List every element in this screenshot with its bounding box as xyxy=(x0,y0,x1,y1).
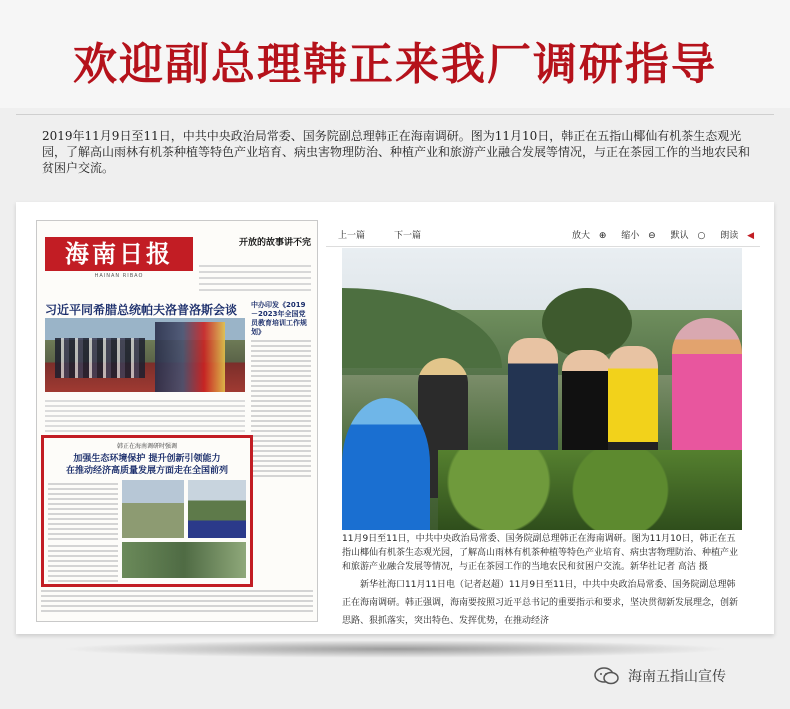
zoom-default-button[interactable] xyxy=(665,231,706,241)
masthead-top xyxy=(45,227,193,233)
web-article-page xyxy=(326,220,760,626)
watermark-text: 海南五指山宣传 xyxy=(628,669,726,685)
photo-caption-intro: 2019年11月9日至11日，中共中央政治局常委、国务院副总理韩正在海南调研。图为11月10日，韩正在五指山椰仙有机茶生态观光园，了解高山雨林有机茶种植等特色产业培育、病虫害物理防治、种植产业和旅游产业融合发展等情况，与正在茶园工作的当地农民和贫困户交流。 xyxy=(42,129,751,175)
bottom-strip-lines xyxy=(41,590,313,612)
right-column-lines xyxy=(251,340,311,377)
zoom-out-label: 缩小 xyxy=(621,231,640,241)
speaker-icon: ◀ xyxy=(747,231,754,241)
right-column-title: 中办印发《2019－2023年全国党员教育培训工作规划》 xyxy=(251,301,307,336)
read-aloud-button[interactable] xyxy=(714,231,754,241)
highlighted-article-box xyxy=(41,435,253,587)
text-size-controls xyxy=(560,228,754,241)
article-photo-caption: 11月9日至11日，中共中央政治局常委、国务院副总理韩正在海南调研。图为11月10日，韩正在五指山椰仙有机茶生态观光园，了解高山雨林有机茶种植等特色产业培育、病虫害物理防治、种植产业和旅游产业融合发展等情况，与正在茶园工作的当地农民和贫困户交流。新华社记者 高洁 摄 xyxy=(342,534,739,572)
highlighted-article-headline-1: 加强生态环境保护 提升创新引领能力 xyxy=(73,454,221,464)
masthead-name: 海南日报 xyxy=(45,237,193,271)
article-body: 新华社海口11月11日电（记者赵超）11月9日至11日，中共中央政治局常委、国务院副总理韩正在海南调研。韩正强调，海南要按照习近平总书记的重要指示和要求，坚决贯彻新发展理念，创新思路、狠抓落实，突出特色、发挥优势，在推动经济 xyxy=(342,580,739,626)
minus-circle-icon: ⊖ xyxy=(648,231,656,241)
zoom-out-button[interactable] xyxy=(615,231,655,241)
zoom-default-label: 默认 xyxy=(670,231,689,241)
masthead-pinyin: HAINAN RIBAO xyxy=(94,273,144,279)
highlighted-photo-3 xyxy=(122,542,246,578)
zoom-in-button[interactable] xyxy=(566,231,606,241)
right-column xyxy=(251,301,311,477)
right-column-lines-2 xyxy=(251,380,311,477)
highlighted-photo-2 xyxy=(188,480,246,538)
zoom-in-label: 放大 xyxy=(571,231,590,241)
divider xyxy=(16,114,774,115)
main-headline: 习近平同希腊总统帕夫洛普洛斯会谈 xyxy=(45,303,238,317)
circle-icon: ○ xyxy=(697,231,706,241)
newspaper-front-page xyxy=(36,220,318,622)
prev-article-link[interactable]: 上一篇 xyxy=(338,231,366,241)
side-headline: 开放的故事讲不完 xyxy=(238,238,311,248)
card-shadow xyxy=(60,640,730,658)
highlighted-article-kicker: 韩正在海南调研时强调 xyxy=(116,443,177,450)
highlighted-article-text xyxy=(48,480,118,540)
watermark xyxy=(594,664,774,688)
highlighted-photo-1 xyxy=(122,480,184,538)
masthead xyxy=(45,227,193,285)
article-toolbar xyxy=(326,220,760,247)
wechat-icon xyxy=(594,666,620,686)
highlighted-article-headline-2: 在推动经济高质量发展方面走在全国前列 xyxy=(65,466,228,476)
side-text-lines xyxy=(199,261,311,291)
bottom-strip xyxy=(41,587,313,615)
banner-title: 欢迎副总理韩正来我厂调研指导 xyxy=(73,39,717,90)
body-text-lines xyxy=(45,397,245,437)
main-photo xyxy=(45,318,245,392)
read-aloud-label: 朗读 xyxy=(720,231,739,241)
highlighted-article-text-2 xyxy=(48,542,118,582)
article-photo xyxy=(342,248,742,530)
plus-circle-icon: ⊕ xyxy=(598,231,607,241)
next-article-link[interactable]: 下一篇 xyxy=(394,231,422,241)
